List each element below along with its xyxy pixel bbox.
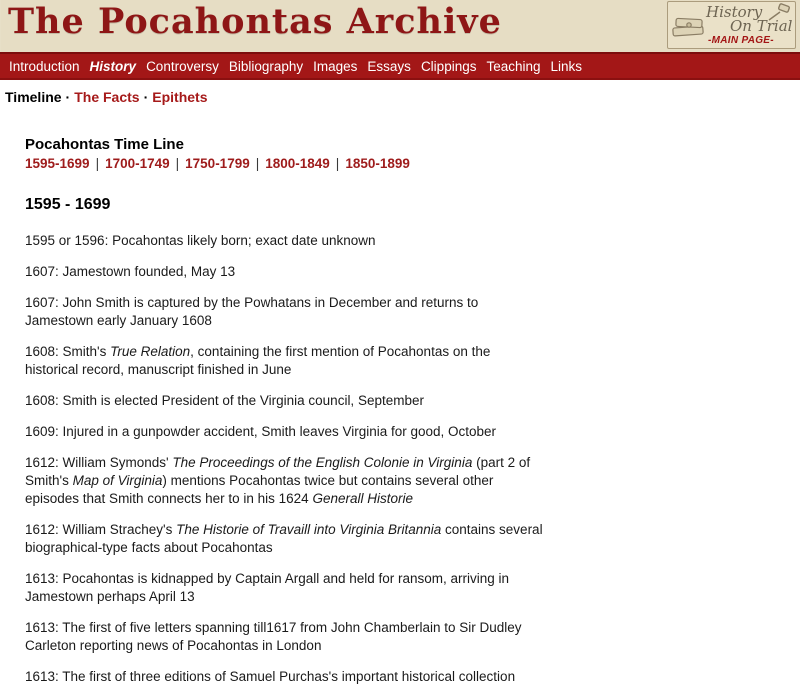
timeline-entry: 1608: Smith is elected President of the Virginia council, September (25, 393, 424, 408)
timeline-entry: 1607: Jamestown founded, May 13 (25, 264, 236, 279)
page-title: Pocahontas Time Line (25, 136, 184, 153)
books-icon (671, 13, 707, 44)
nav-item-clippings[interactable]: Clippings (420, 58, 477, 74)
subnav-item-epithets[interactable]: Epithets (152, 89, 208, 105)
timeline-entry: 1609: Injured in a gunpowder accident, Smith leaves Virginia for good, October (25, 424, 497, 439)
timeline-entry: 1613: The first of five letters spanning till1617 from John Chamberlain to Sir Dudley Carleton reporting news of Pocahontas in London (25, 620, 522, 653)
section-heading: 1595 - 1699 (25, 196, 111, 213)
timeline (25, 232, 550, 686)
logo-text-on-trial: On Trial (730, 17, 793, 35)
main-content (25, 136, 550, 686)
period-link-1595-1699[interactable]: 1595-1699 (25, 156, 90, 171)
nav-item-introduction[interactable]: Introduction (9, 58, 80, 74)
nav-item-controversy[interactable]: Controversy (146, 58, 219, 74)
logo-text-main-page: -MAIN PAGE- (708, 35, 774, 46)
logo-text-history: History (706, 3, 763, 21)
timeline-entry: 1612: William Strachey's The Historie of Travaill into Virginia Britannia contains several biographical-type facts about Pocahontas (25, 522, 543, 555)
period-link-1750-1799[interactable]: 1750-1799 (185, 156, 250, 171)
subnav-separator: · (143, 89, 149, 105)
site-header (0, 0, 800, 52)
timeline-entry: 1608: Smith's True Relation, containing the first mention of Pocahontas on the historical record, manuscript finished in June (25, 344, 491, 377)
nav-item-essays[interactable]: Essays (367, 58, 411, 74)
period-separator: | (255, 156, 260, 171)
period-link-1850-1899[interactable]: 1850-1899 (345, 156, 410, 171)
sub-nav (0, 80, 800, 105)
subnav-item-the-facts[interactable]: The Facts (74, 89, 140, 105)
nav-item-images[interactable]: Images (313, 58, 358, 74)
history-on-trial-logo-link[interactable] (667, 1, 796, 49)
nav-item-bibliography[interactable]: Bibliography (228, 58, 304, 74)
nav-item-teaching[interactable]: Teaching (486, 58, 541, 74)
period-separator: | (335, 156, 340, 171)
main-nav (0, 52, 800, 80)
timeline-entry: 1613: Pocahontas is kidnapped by Captain Argall and held for ransom, arriving in Jamestown perhaps April 13 (25, 571, 510, 604)
nav-item-history[interactable]: History (89, 58, 137, 74)
period-separator: | (175, 156, 180, 171)
period-separator: | (95, 156, 100, 171)
subnav-item-timeline: Timeline (5, 89, 62, 105)
nav-item-links[interactable]: Links (550, 58, 583, 74)
site-title: The Pocahontas Archive (8, 1, 502, 42)
period-link-1800-1849[interactable]: 1800-1849 (265, 156, 330, 171)
timeline-entry: 1612: William Symonds' The Proceedings of the English Colonie in Virginia (part 2 of Smith's Map of Virginia) mentions Pocahontas twice but contains several other episodes that Smith connects her to in his 1624 Generall Historie (25, 455, 531, 506)
period-links (25, 156, 550, 171)
timeline-entry: 1613: The first of three editions of Samuel Purchas's important historical collection (25, 669, 516, 684)
subnav-separator: · (65, 89, 71, 105)
timeline-entry: 1595 or 1596: Pocahontas likely born; exact date unknown (25, 233, 376, 248)
timeline-entry: 1607: John Smith is captured by the Powhatans in December and returns to Jamestown early January 1608 (25, 295, 479, 328)
period-link-1700-1749[interactable]: 1700-1749 (105, 156, 170, 171)
